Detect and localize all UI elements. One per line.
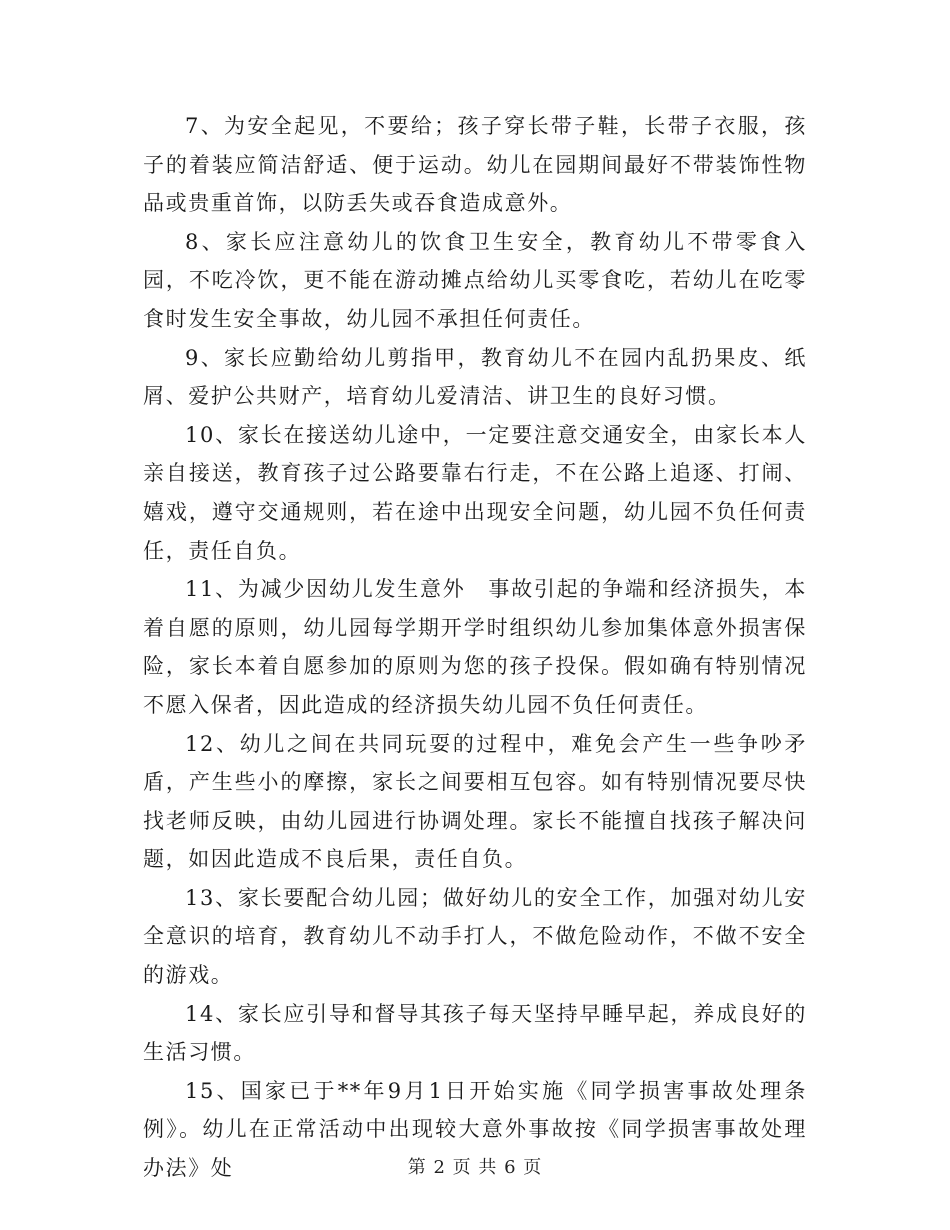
paragraph-item-8: 8、家长应注意幼儿的饮食卫生安全，教育幼儿不带零食入园，不吃冷饮，更不能在游动摊点给幼儿买零食吃，若幼儿在吃零食时发生安全事故，幼儿园不承担任何责任。	[143, 229, 807, 331]
page-number-footer: 第 2 页 共 6 页	[407, 1157, 543, 1178]
paragraph-item-15: 15、国家已于**年9月1日开始实施《同学损害事故处理条例》。幼儿在正常活动中出现较大意外事故按《同学损害事故处理办法》处	[143, 1078, 807, 1181]
paragraph-item-10: 10、家长在接送幼儿途中，一定要注意交通安全，由家长本人亲自接送，教育孩子过公路要靠右行走，不在公路上追逐、打闹、嬉戏，遵守交通规则，若在途中出现安全问题，幼儿园不负任何责任，责任自负。	[143, 422, 807, 563]
paragraph-item-13: 13、家长要配合幼儿园；做好幼儿的安全工作，加强对幼儿安全意识的培育，教育幼儿不动手打人，不做危险动作，不做不安全的游戏。	[143, 885, 807, 988]
paragraph-item-12: 12、幼儿之间在共同玩耍的过程中，难免会产生一些争吵矛盾，产生些小的摩擦，家长之间要相互包容。如有特别情况要尽快找老师反映，由幼儿园进行协调处理。家长不能擅自找孩子解决问题，如因此造成不良后果，责任自负。	[143, 731, 807, 872]
paragraph-item-9: 9、家长应勤给幼儿剪指甲，教育幼儿不在园内乱扔果皮、纸屑、爱护公共财产，培育幼儿爱清洁、讲卫生的良好习惯。	[143, 345, 807, 409]
document-body	[143, 107, 807, 1188]
paragraph-item-11: 11、为减少因幼儿发生意外 事故引起的争端和经济损失，本着自愿的原则，幼儿园每学期开学时组织幼儿参加集体意外损害保险，家长本着自愿参加的原则为您的孩子投保。假如确有特别情况不愿入保者，因此造成的经济损失幼儿园不负任何责任。	[143, 577, 807, 717]
paragraph-item-7: 7、为安全起见，不要给；孩子穿长带子鞋，长带子衣服，孩子的着装应简洁舒适、便于运动。幼儿在园期间最好不带装饰性物品或贵重首饰，以防丢失或吞食造成意外。	[143, 114, 807, 216]
paragraph-item-14: 14、家长应引导和督导其孩子每天坚持早睡早起，养成良好的生活习惯。	[143, 1001, 807, 1065]
